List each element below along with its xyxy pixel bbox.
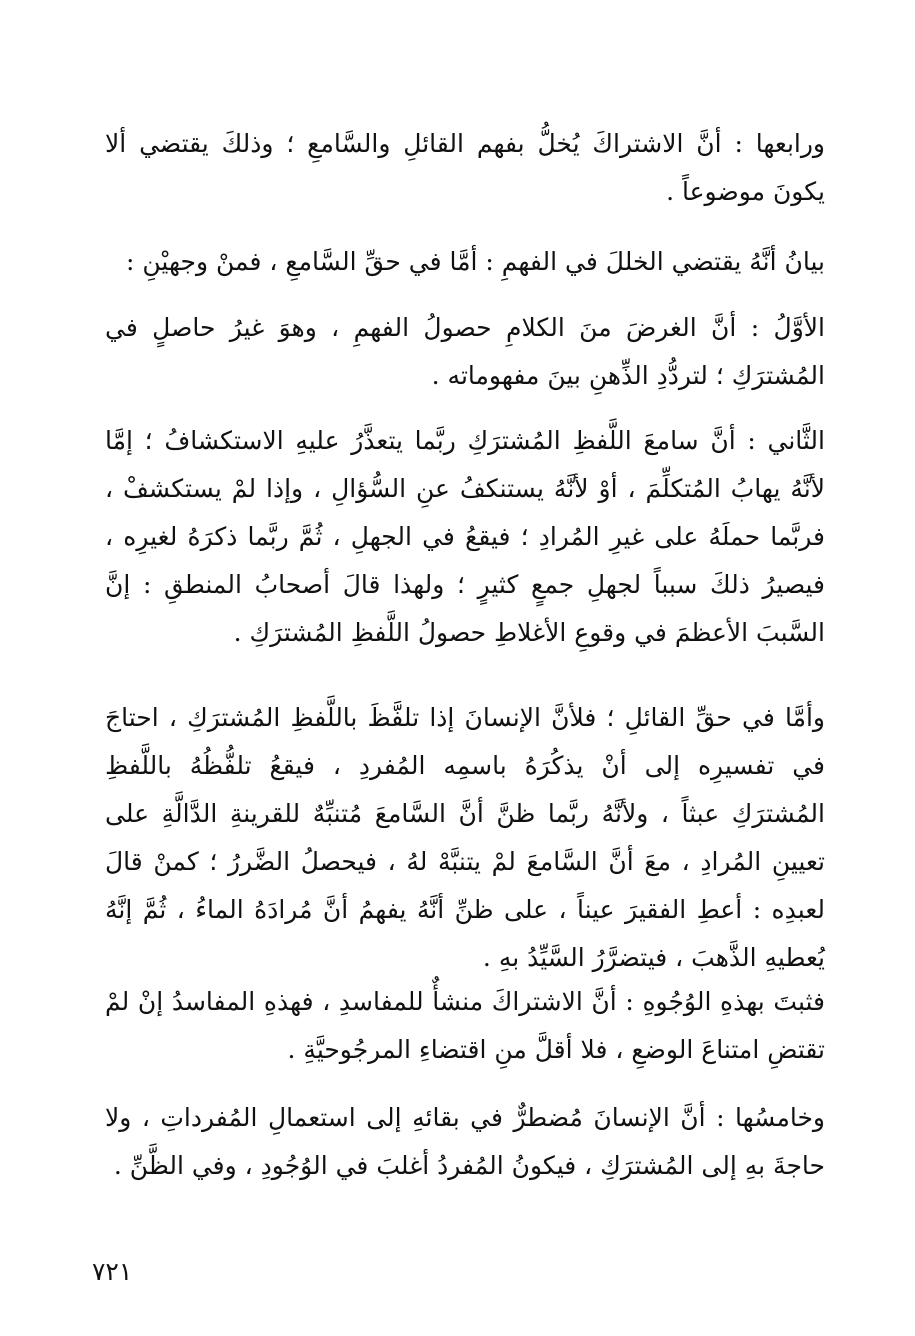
paragraph-fourth-reason: ورابعها : أنَّ الاشتراكَ يُخلُّ بفهم القائلِ والسَّامعِ ؛ وذلكَ يقتضي ألا يكونَ موضوعاً . xyxy=(105,129,825,206)
paragraph-explanation: بيانُ أنَّهُ يقتضي الخللَ في الفهمِ : أمَّا في حقِّ السَّامعِ ، فمنْ وجهيْنِ : xyxy=(126,247,825,276)
page-number: ٧٢١ xyxy=(92,1257,133,1286)
paragraph-second-aspect: الثَّاني : أنَّ سامعَ اللَّفظِ المُشترَكِ ربَّما يتعذَّرُ عليهِ الاستكشافُ ؛ إمَّا لأنَّهُ يهابُ المُتكلِّمَ ، أوْ لأنَّهُ يستنكفُ عنِ السُّؤالِ ، وإذا لمْ يستكشفْ ، فربَّما حملَهُ على غيرِ المُرادِ ؛ فيقعُ في الجهلِ ، ثُمَّ ربَّما ذكرَهُ لغيرِه ، فيصيرُ ذلكَ سبباً لجهلِ جمعٍ كثيرٍ ؛ ولهذا قالَ أصحابُ المنطقِ : إنَّ السَّببَ الأعظمَ في وقوعِ الأغلاطِ حصولُ اللَّفظِ المُشترَكِ . xyxy=(105,426,825,647)
paragraph-speaker-side: وأمَّا في حقِّ القائلِ ؛ فلأنَّ الإنسانَ إذا تلفَّظَ باللَّفظِ المُشترَكِ ، احتاجَ في تفسيرِه إلى أنْ يذكُرَهُ باسمِه المُفردِ ، فيقعُ تلفُّظُهُ باللَّفظِ المُشترَكِ عبثاً ، ولأنَّهُ ربَّما ظنَّ أنَّ السَّامعَ مُتنبِّهٌ للقرينةِ الدَّالَّةِ على تعيينِ المُرادِ ، معَ أنَّ السَّامعَ لمْ يتنبَّهْ لهُ ، فيحصلُ الضَّررُ ؛ كمنْ قالَ لعبدِه : أعطِ الفقيرَ عيناً ، على ظنِّ أنَّهُ يفهمُ أنَّ مُرادَهُ الماءُ ، ثُمَّ إنَّهُ يُعطيهِ الذَّهبَ ، فيتضرَّرُ السَّيِّدُ بهِ . xyxy=(105,703,825,972)
paragraph-first-aspect: الأوَّلُ : أنَّ الغرضَ منَ الكلامِ حصولُ الفهمِ ، وهوَ غيرُ حاصلٍ في المُشترَكِ ؛ لتردُّدِ الذِّهنِ بينَ مفهوماته . xyxy=(105,313,825,390)
paragraph-fifth-reason: وخامسُها : أنَّ الإنسانَ مُضطرٌّ في بقائهِ إلى استعمالِ المُفرداتِ ، ولا حاجةَ بهِ إلى المُشترَكِ ، فيكونُ المُفردُ أغلبَ في الوُجُودِ ، وفي الظَّنِّ . xyxy=(105,1103,825,1180)
paragraph-conclusion: فثبتَ بهذهِ الوُجُوهِ : أنَّ الاشتراكَ منشأٌ للمفاسدِ ، فهذهِ المفاسدُ إنْ لمْ تقتضِ امتناعَ الوضعِ ، فلا أقلَّ منِ اقتضاءِ المرجُوحيَّةِ . xyxy=(105,987,825,1064)
